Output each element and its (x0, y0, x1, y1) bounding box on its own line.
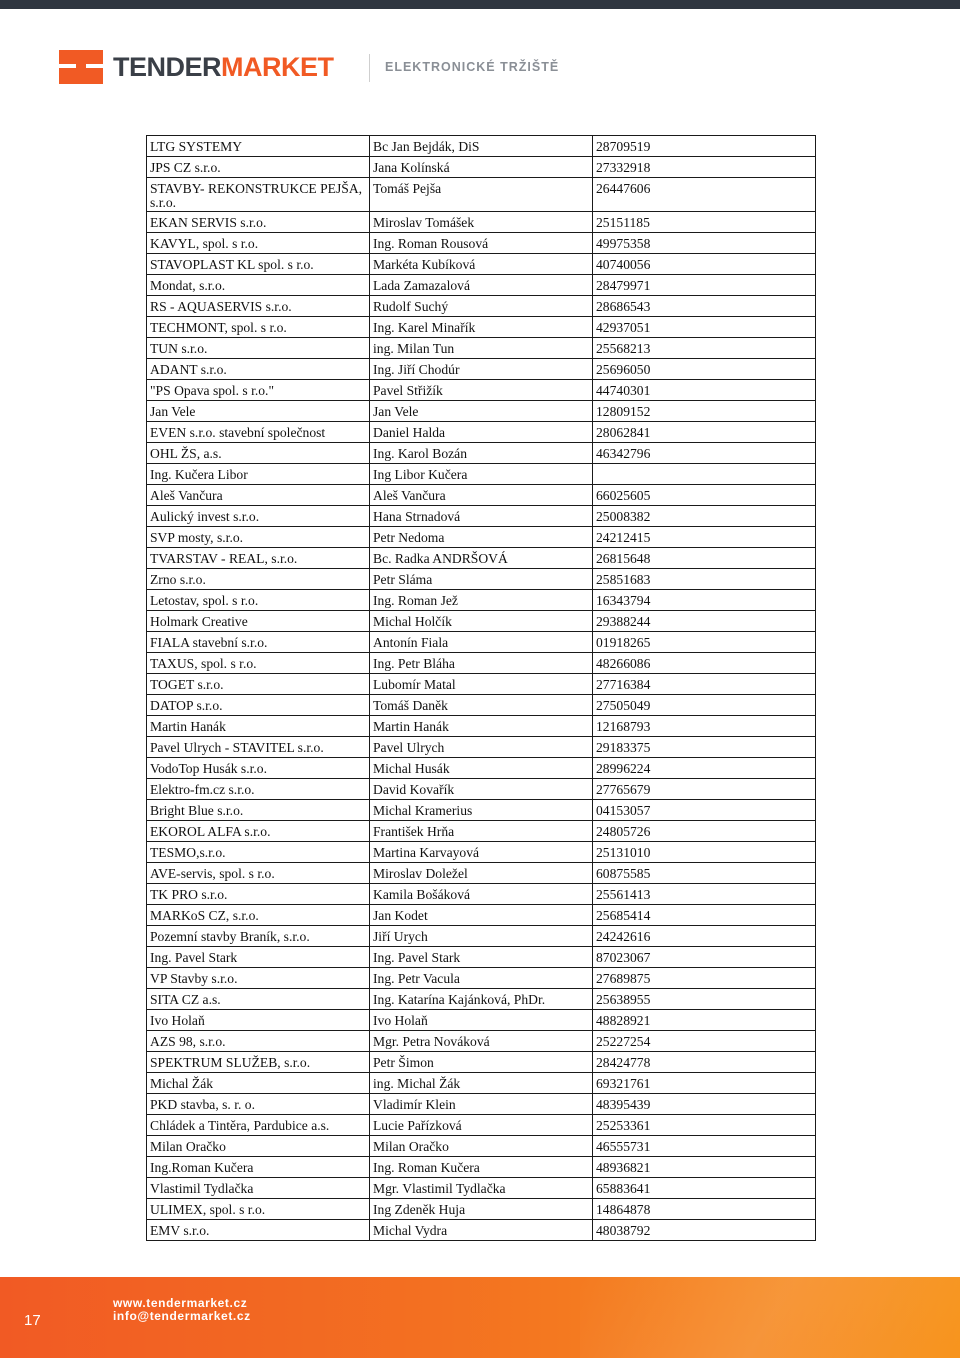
table-row (147, 1157, 816, 1178)
company-id: 25561413 (593, 884, 816, 905)
company-name: Aulický invest s.r.o. (147, 506, 370, 527)
contact-person: Ing. Katarína Kajánková, PhDr. (370, 989, 593, 1010)
company-name: AZS 98, s.r.o. (147, 1031, 370, 1052)
company-name: Mondat, s.r.o. (147, 275, 370, 296)
company-id: 25638955 (593, 989, 816, 1010)
table-row (147, 380, 816, 401)
contact-person: Martin Hanák (370, 716, 593, 737)
company-name: EVEN s.r.o. stavební společnost (147, 422, 370, 443)
table-row (147, 884, 816, 905)
footer-accent (580, 1277, 960, 1358)
contact-person: Ing. Roman Rousová (370, 233, 593, 254)
table-row (147, 926, 816, 947)
company-id: 49975358 (593, 233, 816, 254)
contact-person: Michal Kramerius (370, 800, 593, 821)
table-row (147, 1115, 816, 1136)
company-name: TK PRO s.r.o. (147, 884, 370, 905)
contact-person: Lucie Pařízková (370, 1115, 593, 1136)
company-id: 28424778 (593, 1052, 816, 1073)
contact-person: Ivo Holaň (370, 1010, 593, 1031)
page-number: 17 (24, 1312, 41, 1329)
table-row (147, 716, 816, 737)
company-name: FIALA stavební s.r.o. (147, 632, 370, 653)
table-row (147, 359, 816, 380)
contact-person: Martina Karvayová (370, 842, 593, 863)
contact-person: Petr Šimon (370, 1052, 593, 1073)
company-name: LTG SYSTEMY (147, 136, 370, 157)
contact-person: Mgr. Petra Nováková (370, 1031, 593, 1052)
contact-person: Ing. Petr Bláha (370, 653, 593, 674)
contact-person: Ing. Pavel Stark (370, 947, 593, 968)
contact-person: František Hrňa (370, 821, 593, 842)
contact-person: Michal Holčík (370, 611, 593, 632)
table-row (147, 275, 816, 296)
contact-person: Michal Vydra (370, 1220, 593, 1241)
company-id: 24212415 (593, 527, 816, 548)
table-row (147, 1052, 816, 1073)
company-id (593, 464, 816, 485)
contact-person: ing. Milan Tun (370, 338, 593, 359)
website-link[interactable]: www.tendermarket.cz (113, 1296, 248, 1310)
company-id: 04153057 (593, 800, 816, 821)
table-row (147, 695, 816, 716)
table-row (147, 136, 816, 157)
contact-person: Bc Jan Bejdák, DiS (370, 136, 593, 157)
contact-person: Tomáš Pejša (370, 178, 593, 212)
contact-person: Ing. Roman Kučera (370, 1157, 593, 1178)
company-id: 28479971 (593, 275, 816, 296)
table-row (147, 611, 816, 632)
company-id: 27689875 (593, 968, 816, 989)
company-id: 27716384 (593, 674, 816, 695)
table-row (147, 989, 816, 1010)
company-name: KAVYL, spol. s r.o. (147, 233, 370, 254)
contact-person: Jan Kodet (370, 905, 593, 926)
company-name: ULIMEX, spol. s r.o. (147, 1199, 370, 1220)
header (59, 48, 579, 88)
company-name: TUN s.r.o. (147, 338, 370, 359)
company-id: 25568213 (593, 338, 816, 359)
company-id: 60875585 (593, 863, 816, 884)
contact-person: Lada Zamazalová (370, 275, 593, 296)
table-row (147, 464, 816, 485)
contact-person: Jana Kolínská (370, 157, 593, 178)
company-name: Ing. Pavel Stark (147, 947, 370, 968)
company-name: PKD stavba, s. r. o. (147, 1094, 370, 1115)
company-id: 27332918 (593, 157, 816, 178)
table-row (147, 548, 816, 569)
table-row (147, 1031, 816, 1052)
company-id: 25696050 (593, 359, 816, 380)
company-id: 26815648 (593, 548, 816, 569)
company-name: Ing.Roman Kučera (147, 1157, 370, 1178)
table-row (147, 1220, 816, 1241)
contact-person: Pavel Střižík (370, 380, 593, 401)
company-name: SPEKTRUM SLUŽEB, s.r.o. (147, 1052, 370, 1073)
company-id: 40740056 (593, 254, 816, 275)
company-id: 26447606 (593, 178, 816, 212)
company-name: Bright Blue s.r.o. (147, 800, 370, 821)
table-row (147, 443, 816, 464)
table-row (147, 863, 816, 884)
company-name: OHL ŽS, a.s. (147, 443, 370, 464)
contact-person: Ing. Roman Jež (370, 590, 593, 611)
company-name: Aleš Vančura (147, 485, 370, 506)
contact-person: Michal Husák (370, 758, 593, 779)
company-id: 27505049 (593, 695, 816, 716)
company-name: SVP mosty, s.r.o. (147, 527, 370, 548)
contact-person: Jan Vele (370, 401, 593, 422)
contact-person: Jiří Urych (370, 926, 593, 947)
table-row (147, 157, 816, 178)
company-id: 46555731 (593, 1136, 816, 1157)
company-name: Letostav, spol. s r.o. (147, 590, 370, 611)
company-name: TESMO,s.r.o. (147, 842, 370, 863)
company-name: Zrno s.r.o. (147, 569, 370, 590)
company-name: RS - AQUASERVIS s.r.o. (147, 296, 370, 317)
company-id: 48038792 (593, 1220, 816, 1241)
supplier-table (146, 135, 816, 1241)
logo-text-dark: TENDER (113, 52, 222, 82)
table-row (147, 422, 816, 443)
table-row (147, 590, 816, 611)
contact-person: ing. Michal Žák (370, 1073, 593, 1094)
table-row (147, 1010, 816, 1031)
table-row (147, 1178, 816, 1199)
company-name: TAXUS, spol. s r.o. (147, 653, 370, 674)
table-row (147, 947, 816, 968)
company-name: Elektro-fm.cz s.r.o. (147, 779, 370, 800)
contact-person: Daniel Halda (370, 422, 593, 443)
contact-person: Vladimír Klein (370, 1094, 593, 1115)
top-bar (0, 0, 960, 9)
header-divider (369, 54, 370, 82)
contact-person: Bc. Radka ANDRŠOVÁ (370, 548, 593, 569)
logo-wordmark (113, 50, 334, 84)
company-name: Pavel Ulrych - STAVITEL s.r.o. (147, 737, 370, 758)
table-row (147, 338, 816, 359)
footer-contacts (113, 1297, 251, 1323)
email-link[interactable]: info@tendermarket.cz (113, 1309, 251, 1323)
contact-person: Pavel Ulrych (370, 737, 593, 758)
contact-person: Kamila Bošáková (370, 884, 593, 905)
table-row (147, 254, 816, 275)
company-id: 48266086 (593, 653, 816, 674)
company-name: EKOROL ALFA s.r.o. (147, 821, 370, 842)
company-name: EMV s.r.o. (147, 1220, 370, 1241)
table-row (147, 569, 816, 590)
company-name: VP Stavby s.r.o. (147, 968, 370, 989)
table-row (147, 506, 816, 527)
company-id: 25151185 (593, 212, 816, 233)
contact-person: Miroslav Tomášek (370, 212, 593, 233)
contact-person: Lubomír Matal (370, 674, 593, 695)
company-id: 25253361 (593, 1115, 816, 1136)
header-tagline: ELEKTRONICKÉ TRŽIŠTĚ (385, 60, 560, 74)
company-id: 48828921 (593, 1010, 816, 1031)
company-name: SITA CZ a.s. (147, 989, 370, 1010)
company-id: 29183375 (593, 737, 816, 758)
company-id: 24242616 (593, 926, 816, 947)
table-row (147, 296, 816, 317)
company-id: 01918265 (593, 632, 816, 653)
table-row (147, 401, 816, 422)
company-name: DATOP s.r.o. (147, 695, 370, 716)
contact-person: Ing Zdeněk Huja (370, 1199, 593, 1220)
table-row (147, 178, 816, 212)
company-id: 25131010 (593, 842, 816, 863)
company-name: Chládek a Tintěra, Pardubice a.s. (147, 1115, 370, 1136)
company-id: 25008382 (593, 506, 816, 527)
company-id: 12168793 (593, 716, 816, 737)
company-id: 14864878 (593, 1199, 816, 1220)
company-id: 44740301 (593, 380, 816, 401)
supplier-table-body (147, 136, 816, 1241)
company-id: 48936821 (593, 1157, 816, 1178)
company-name: Jan Vele (147, 401, 370, 422)
company-name: TECHMONT, spol. s r.o. (147, 317, 370, 338)
contact-person: Ing Libor Kučera (370, 464, 593, 485)
company-id: 46342796 (593, 443, 816, 464)
table-row (147, 1094, 816, 1115)
company-id: 28709519 (593, 136, 816, 157)
company-id: 25685414 (593, 905, 816, 926)
company-id: 12809152 (593, 401, 816, 422)
contact-person: Aleš Vančura (370, 485, 593, 506)
company-name: "PS Opava spol. s r.o." (147, 380, 370, 401)
company-name: ADANT s.r.o. (147, 359, 370, 380)
company-id: 69321761 (593, 1073, 816, 1094)
table-row (147, 1199, 816, 1220)
company-name: Ing. Kučera Libor (147, 464, 370, 485)
company-id: 48395439 (593, 1094, 816, 1115)
contact-person: Petr Nedoma (370, 527, 593, 548)
company-name: Michal Žák (147, 1073, 370, 1094)
company-id: 16343794 (593, 590, 816, 611)
company-id: 42937051 (593, 317, 816, 338)
table-row (147, 1073, 816, 1094)
company-name: TOGET s.r.o. (147, 674, 370, 695)
table-row (147, 527, 816, 548)
table-row (147, 800, 816, 821)
footer (0, 1277, 960, 1358)
contact-person: Petr Sláma (370, 569, 593, 590)
tendermarket-logo-icon (59, 50, 103, 84)
contact-person: David Kovařík (370, 779, 593, 800)
company-id: 65883641 (593, 1178, 816, 1199)
table-row (147, 779, 816, 800)
company-name: Vlastimil Tydlačka (147, 1178, 370, 1199)
company-name: Milan Oračko (147, 1136, 370, 1157)
company-name: Ivo Holaň (147, 1010, 370, 1031)
company-name: TVARSTAV - REAL, s.r.o. (147, 548, 370, 569)
contact-person: Rudolf Suchý (370, 296, 593, 317)
company-id: 87023067 (593, 947, 816, 968)
company-name: JPS CZ s.r.o. (147, 157, 370, 178)
logo-text-orange: MARKET (221, 52, 334, 82)
table-row (147, 212, 816, 233)
table-row (147, 632, 816, 653)
contact-person: Markéta Kubíková (370, 254, 593, 275)
table-row (147, 968, 816, 989)
company-id: 25227254 (593, 1031, 816, 1052)
table-row (147, 653, 816, 674)
table-row (147, 842, 816, 863)
company-name: MARKoS CZ, s.r.o. (147, 905, 370, 926)
company-id: 24805726 (593, 821, 816, 842)
contact-person: Ing. Karel Minařík (370, 317, 593, 338)
table-row (147, 674, 816, 695)
contact-person: Ing. Petr Vacula (370, 968, 593, 989)
company-name: Holmark Creative (147, 611, 370, 632)
contact-person: Milan Oračko (370, 1136, 593, 1157)
company-id: 28062841 (593, 422, 816, 443)
company-name: VodoTop Husák s.r.o. (147, 758, 370, 779)
contact-person: Mgr. Vlastimil Tydlačka (370, 1178, 593, 1199)
table-row (147, 905, 816, 926)
contact-person: Ing. Karol Bozán (370, 443, 593, 464)
company-id: 66025605 (593, 485, 816, 506)
company-name: EKAN SERVIS s.r.o. (147, 212, 370, 233)
company-id: 28996224 (593, 758, 816, 779)
company-name: STAVOPLAST KL spol. s r.o. (147, 254, 370, 275)
table-row (147, 1136, 816, 1157)
company-id: 28686543 (593, 296, 816, 317)
contact-person: Tomáš Daněk (370, 695, 593, 716)
table-row (147, 485, 816, 506)
contact-person: Miroslav Doležel (370, 863, 593, 884)
company-id: 29388244 (593, 611, 816, 632)
contact-person: Antonín Fiala (370, 632, 593, 653)
table-row (147, 737, 816, 758)
table-row (147, 758, 816, 779)
company-name: AVE-servis, spol. s r.o. (147, 863, 370, 884)
company-name: Martin Hanák (147, 716, 370, 737)
contact-person: Ing. Jiří Chodúr (370, 359, 593, 380)
company-name: Pozemní stavby Braník, s.r.o. (147, 926, 370, 947)
table-row (147, 233, 816, 254)
table-row (147, 821, 816, 842)
company-id: 27765679 (593, 779, 816, 800)
company-id: 25851683 (593, 569, 816, 590)
company-name: STAVBY- REKONSTRUKCE PEJŠA, s.r.o. (147, 178, 370, 212)
contact-person: Hana Strnadová (370, 506, 593, 527)
table-row (147, 317, 816, 338)
